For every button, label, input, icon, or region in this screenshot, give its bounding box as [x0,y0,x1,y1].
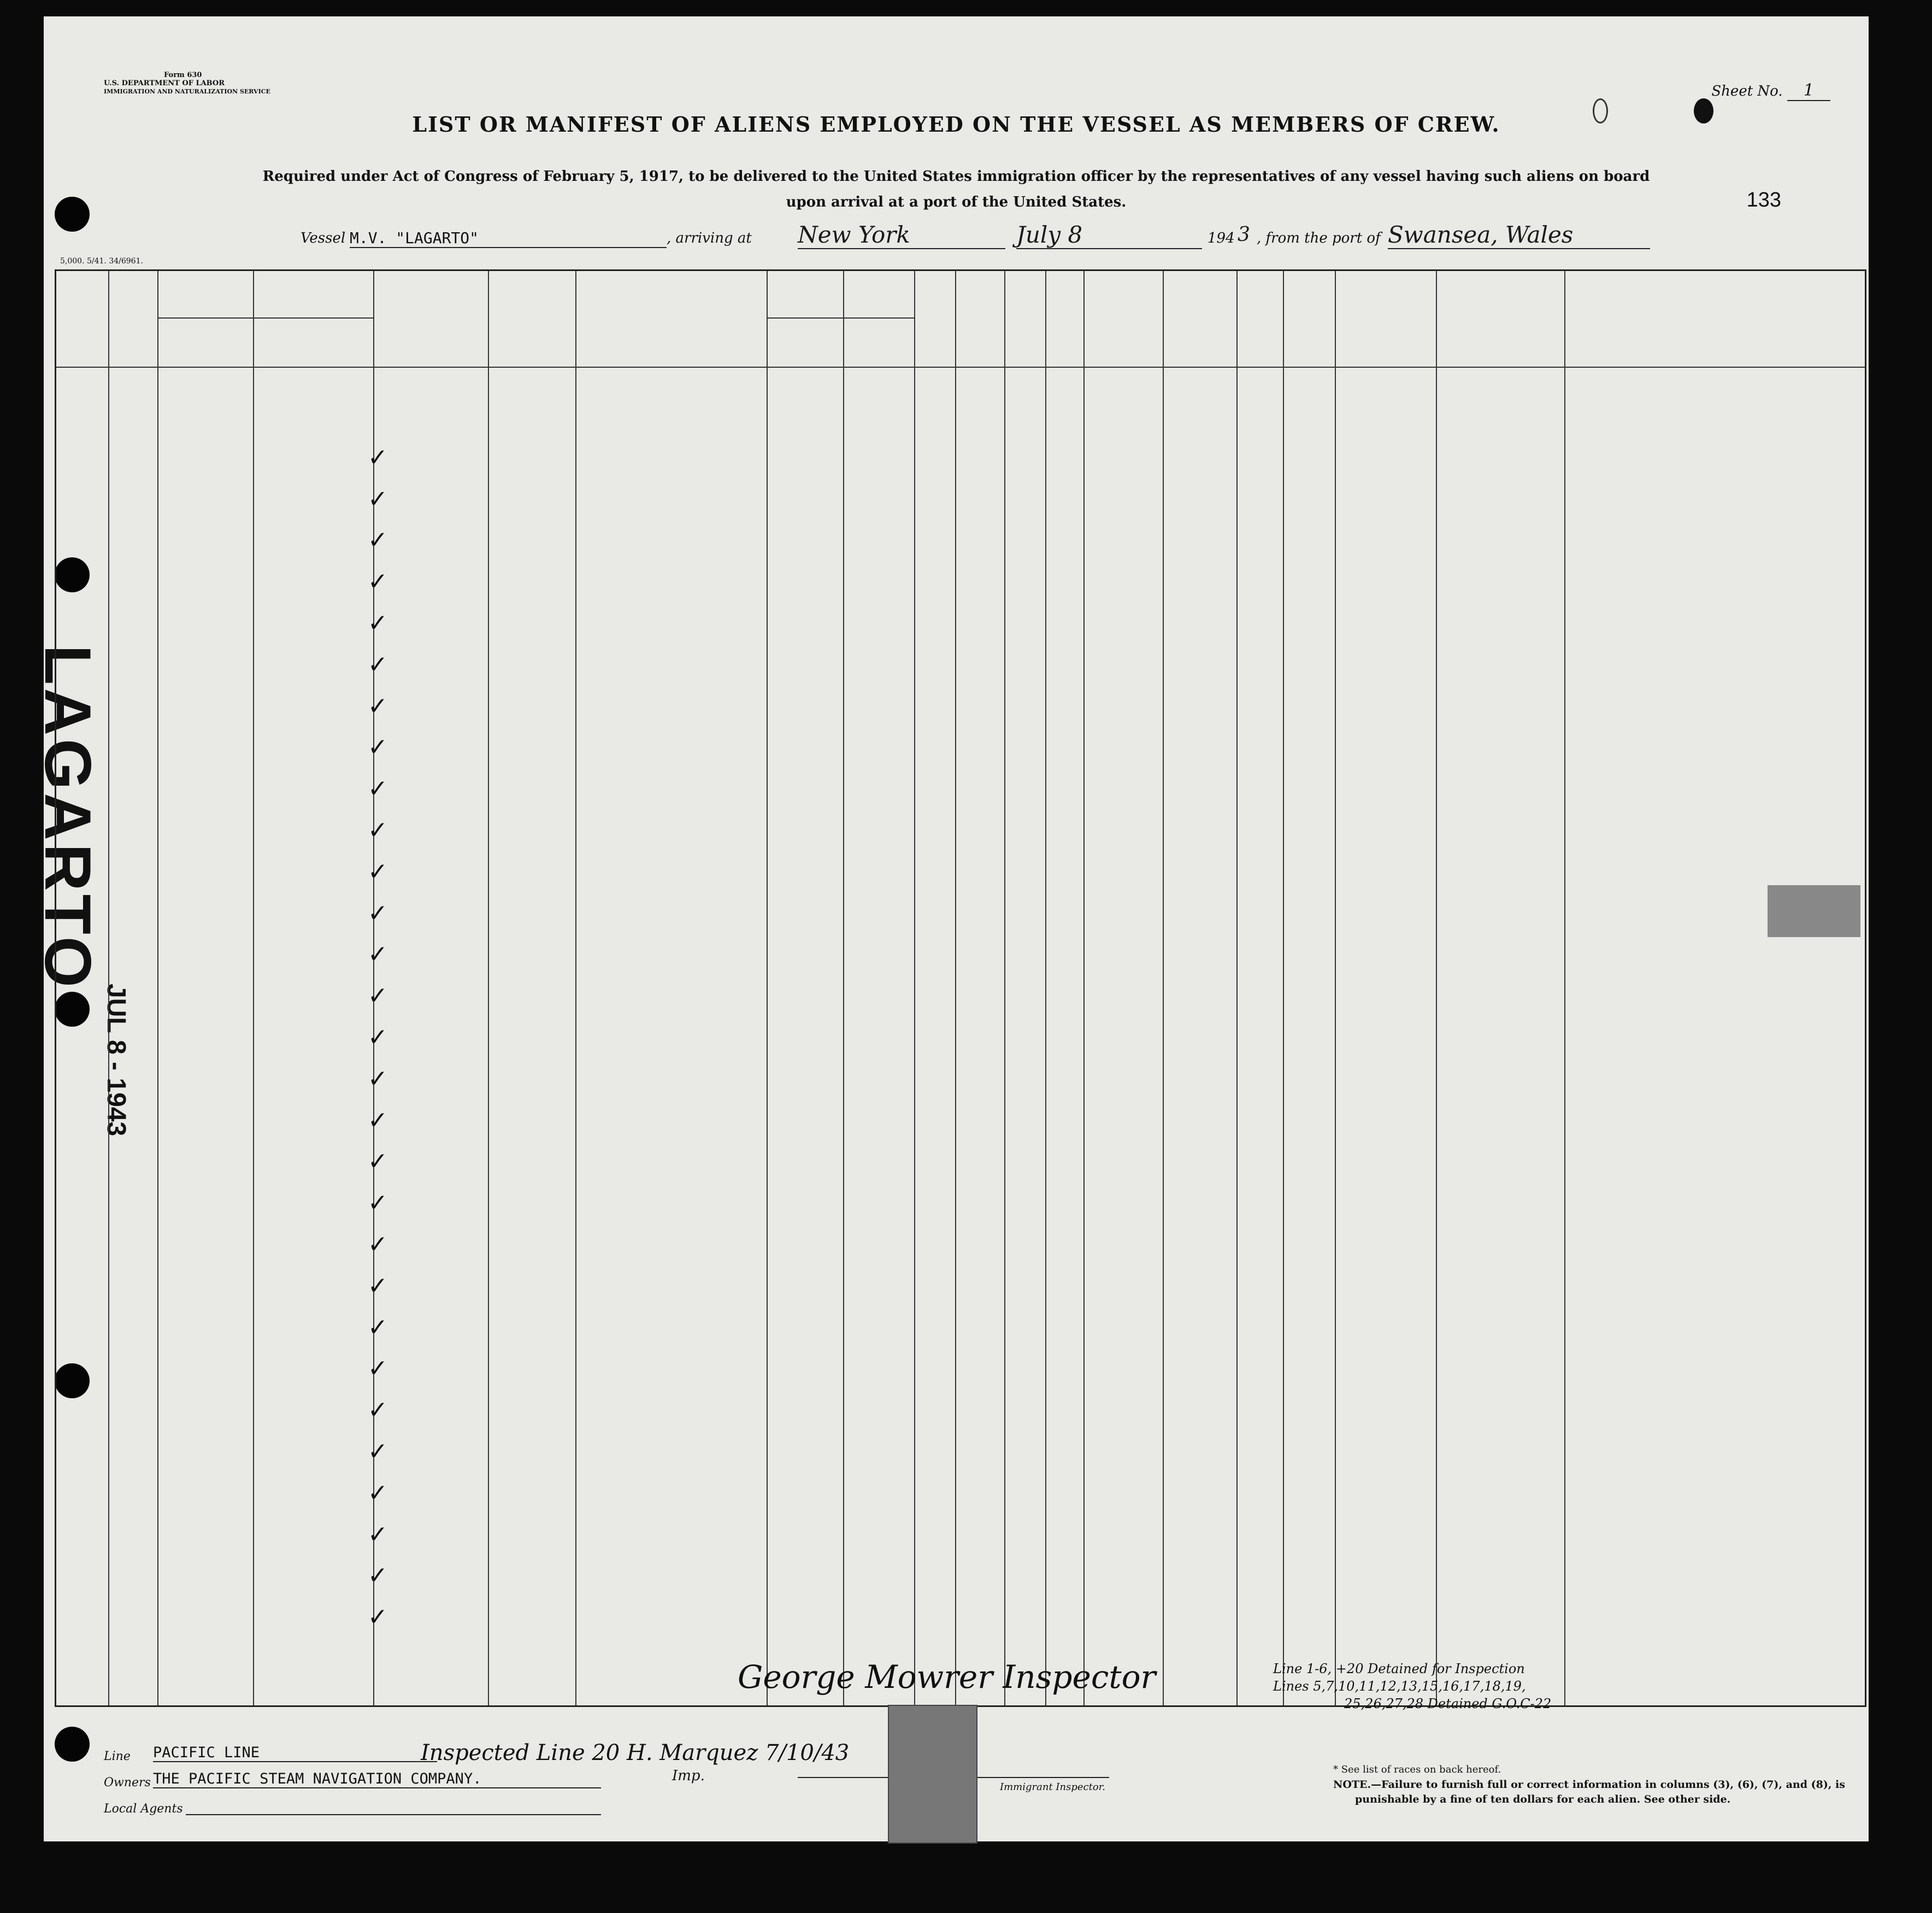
arriving-label: , arriving at [667,230,752,246]
inspector-signature: George Mowrer Inspector [738,1658,1156,1696]
stamp-date: JUL 8 - 1943 [102,984,131,1137]
check-mark: ✓ [368,940,388,969]
column-divider [1004,271,1005,1705]
sheet-number [1711,81,1830,100]
column-divider [1335,271,1336,1705]
sheet-number-label: Sheet No. [1711,83,1783,99]
sheet-number-value: 1 [1787,81,1830,101]
check-mark: ✓ [368,526,388,555]
form-number: Form 630 [164,71,202,79]
crew-table [55,269,1866,1707]
arriving-port: New York [798,221,1005,249]
check-mark: ✓ [368,443,388,472]
check-mark: ✓ [368,857,388,886]
year-prefix: 194 [1207,230,1235,246]
footnote-races: * See list of races on back hereof. [1333,1764,1501,1775]
check-mark: ✓ [368,1272,388,1300]
from-label: , from the port of [1257,230,1381,246]
column-divider [1045,271,1046,1705]
column-divider [488,271,489,1705]
owners-label: Owners [104,1776,151,1790]
check-mark: ✓ [368,609,388,637]
column-divider [1163,271,1164,1705]
department-label: U.S. DEPARTMENT OF LABOR [104,79,225,87]
check-mark: ✓ [368,692,388,720]
footnote-penalty-1: NOTE.—Failure to furnish full or correct information in columns (3), (6), (7), and (8), is [1333,1779,1845,1791]
tape-patch [1768,885,1860,937]
shipped-subheader-line [767,317,914,319]
service-label: IMMIGRATION AND NATURALIZATION SERVICE [104,88,270,95]
check-mark: ✓ [368,1189,388,1217]
check-mark: ✓ [368,650,388,679]
column-divider [1283,271,1284,1705]
column-divider [955,271,956,1705]
local-agents-line [186,1814,601,1815]
tape-patch [888,1705,977,1844]
column-divider [1236,271,1238,1705]
vessel-line [44,221,1869,254]
inspected-note-imp: Imp. [672,1768,705,1784]
check-mark: ✓ [368,1562,388,1590]
column-divider [157,271,158,1705]
inspected-note: Inspected Line 20 H. Marquez 7/10/43 [421,1740,850,1765]
column-divider [108,271,109,1705]
header-divider [56,367,1865,368]
page-title: LIST OR MANIFEST OF ALIENS EMPLOYED ON THE VESSEL AS MEMBERS OF CREW. [412,112,1500,137]
subtitle-line1: Required under Act of Congress of February 5, 1917, to be delivered to the United States immigration officer by the representatives of any vessel having such aliens on board [262,168,1650,185]
immigrant-inspector-label: Immigrant Inspector. [1000,1781,1106,1793]
manifest-sheet [31,16,1869,1841]
check-mark: ✓ [368,1231,388,1258]
arrival-date: July 8 [1016,221,1202,249]
check-mark: ✓ [368,1147,388,1176]
owners-value: THE PACIFIC STEAM NAVIGATION COMPANY. [153,1770,601,1788]
column-divider [1564,271,1565,1705]
binder-hole [55,197,90,232]
column-divider [843,271,844,1705]
from-port: Swansea, Wales [1388,221,1650,249]
form-header-block [104,71,270,96]
check-mark: ✓ [368,982,388,1010]
column-divider [914,271,915,1705]
detained-note-2: Lines 5,7,10,11,12,13,15,16,17,18,19, [1273,1679,1526,1694]
column-divider [253,271,254,1705]
detained-note-3: 25,26,27,28 Detained G.O.C-22 [1344,1696,1552,1711]
check-mark: ✓ [368,1603,388,1632]
check-mark: ✓ [368,568,388,596]
page-number: 133 [1746,189,1781,211]
check-mark: ✓ [368,899,388,927]
vessel-label: Vessel [301,230,346,246]
check-mark: ✓ [368,816,388,844]
local-agents-label: Local Agents [104,1802,183,1816]
check-mark: ✓ [368,1064,388,1093]
vessel-name: M.V. "LAGARTO" [350,229,667,248]
check-mark: ✓ [368,1479,388,1507]
stamp-vessel-name: LAGARTO [31,645,104,991]
column-divider [1083,271,1085,1705]
column-divider [1436,271,1437,1705]
check-mark: ✓ [368,1106,388,1134]
check-mark: ✓ [368,733,388,762]
detained-note-1: Line 1-6, +20 Detained for Inspection [1273,1661,1525,1676]
check-mark: ✓ [368,1023,388,1051]
footnote-penalty-2: punishable by a fine of ten dollars for each alien. See other side. [1355,1793,1731,1805]
check-mark: ✓ [368,485,388,513]
column-divider [767,271,768,1705]
check-mark: ✓ [368,775,388,803]
check-mark: ✓ [368,1396,388,1425]
year-suffix: 3 [1238,223,1250,246]
name-subheader-line [157,317,373,319]
subtitle-line2: upon arrival at a port of the United States. [786,194,1127,210]
column-divider [575,271,576,1705]
check-mark: ✓ [368,1520,388,1549]
check-mark: ✓ [368,1438,388,1465]
check-mark: ✓ [368,1355,388,1383]
print-codes: 5,000. 5/41. 34/6961. [60,257,143,266]
line-label: Line [104,1750,131,1763]
check-mark: ✓ [368,1313,388,1341]
line-value: PACIFIC LINE [153,1744,437,1762]
